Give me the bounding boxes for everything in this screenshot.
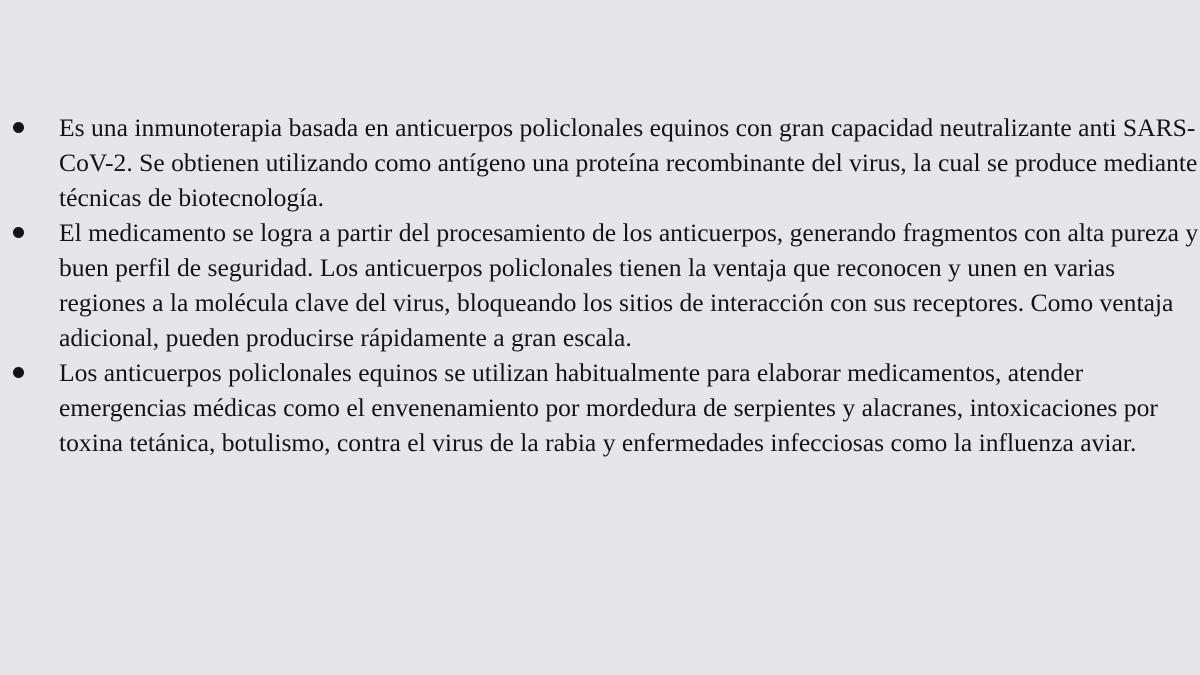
- bullet-dot-icon: [13, 367, 24, 378]
- bullet-item: [0, 355, 1200, 460]
- bullet-item: [0, 110, 1200, 215]
- bullet-text: Los anticuerpos policlonales equinos se utilizan habitualmente para elaborar medicamentos, atender emergencias médicas como el envenenamiento por mordedura de serpientes y alacranes, intoxicaciones por toxina tetánica, botulismo, contra el virus de la rabia y enfermedades infecciosas como la influenza aviar.: [59, 358, 1158, 457]
- bullet-dot-icon: [13, 122, 24, 133]
- bullet-list: [0, 110, 1200, 460]
- bullet-text: Es una inmunoterapia basada en anticuerpos policlonales equinos con gran capacidad neutralizante anti SARS-CoV-2. Se obtienen utilizando como antígeno una proteína recombinante del virus, la cual se produce mediante técnicas de biotecnología.: [59, 113, 1198, 212]
- bullet-text: El medicamento se logra a partir del procesamiento de los anticuerpos, generando fragmentos con alta pureza y buen perfil de seguridad. Los anticuerpos policlonales tienen la ventaja que reconocen y unen en varias regiones a la molécula clave del virus, bloqueando los sitios de interacción con sus receptores. Como ventaja adicional, pueden producirse rápidamente a gran escala.: [59, 218, 1199, 352]
- document-body: [0, 110, 1200, 460]
- bullet-item: [0, 215, 1200, 355]
- bullet-dot-icon: [13, 227, 24, 238]
